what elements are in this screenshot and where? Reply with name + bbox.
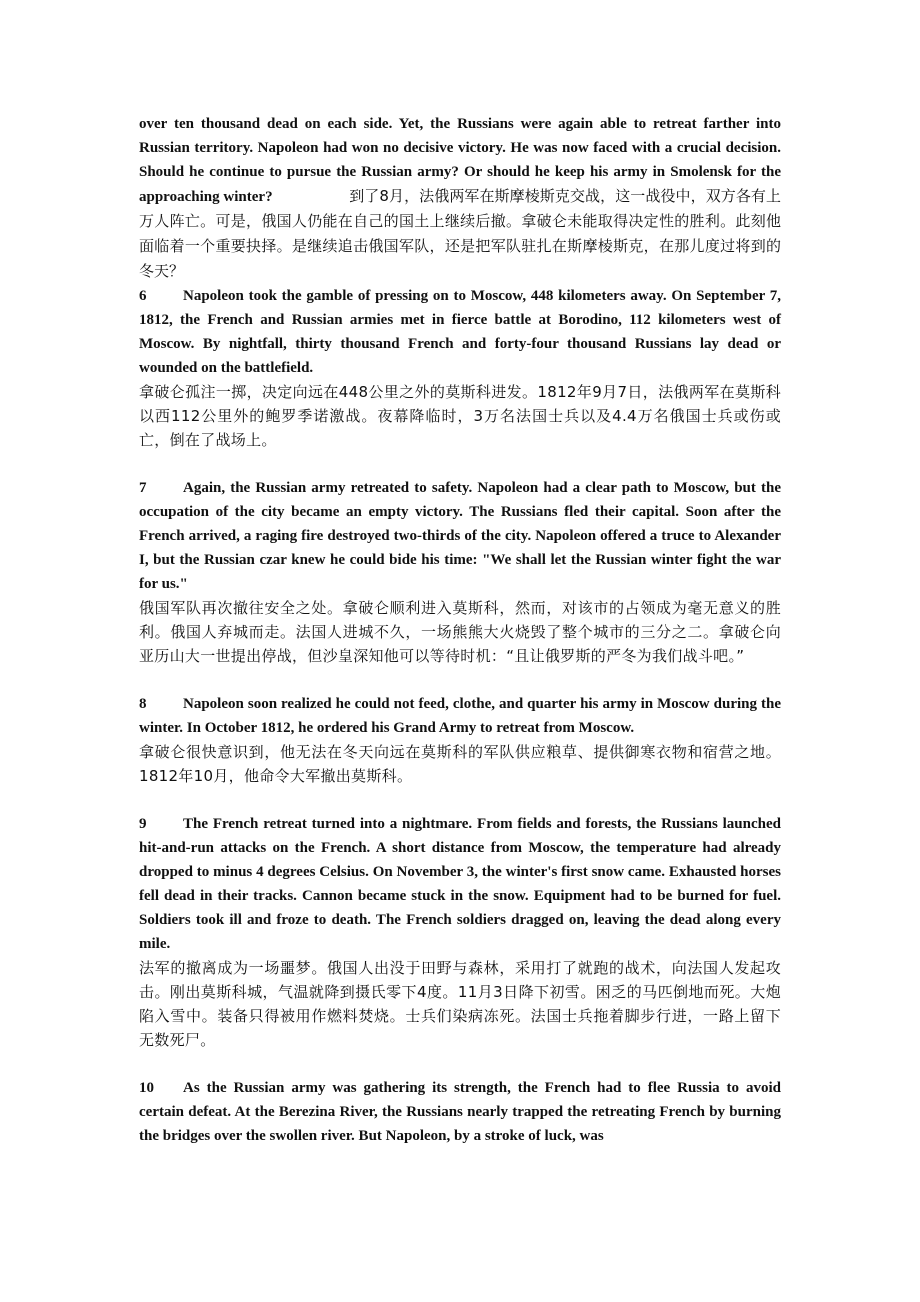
paragraph-number: 8 — [139, 696, 147, 712]
paragraph-text-en: As the Russian army was gathering its strength, the French had to flee Russia to avoid certain defeat. At the Berezina River, the Russians nearly trapped the retreating French by burning the bridges over the swollen river. But Napoleon, by a stroke of luck, was — [139, 1080, 781, 1144]
paragraph-number: 10 — [139, 1080, 154, 1096]
paragraph-gap — [139, 1052, 781, 1076]
paragraph-gap — [139, 788, 781, 812]
paragraph-text-zh: 拿破仑很快意识到，他无法在冬天向远在莫斯科的军队供应粮草、提供御寒衣物和宿营之地。1812年10月，他命令大军撤出莫斯科。 — [139, 743, 781, 785]
paragraph-8 — [139, 692, 781, 788]
document-body — [139, 112, 781, 1148]
paragraph-text-zh: 拿破仑孤注一掷，决定向远在448公里之外的莫斯科进发。1812年9月7日，法俄两军在莫斯科以西112公里外的鲍罗季诺激战。夜幕降临时，3万名法国士兵以及4.4万名俄国士兵或伤或亡，倒在了战场上。 — [139, 383, 781, 449]
paragraph-5 — [139, 112, 781, 284]
paragraph-text-en: Again, the Russian army retreated to safety. Napoleon had a clear path to Moscow, but the occupation of the city became an empty victory. The Russians fled their capital. Soon after the French arrived, a raging fire destroyed two-thirds of the city. Napoleon offered a truce to Alexander I, but the Russian czar knew he could bide his time: "We shall let the Russian winter fight the war for us." — [139, 480, 781, 592]
paragraph-gap — [139, 452, 781, 476]
paragraph-number: 6 — [139, 288, 147, 304]
paragraph-text-en: Napoleon soon realized he could not feed, clothe, and quarter his army in Moscow during the winter. In October 1812, he ordered his Grand Army to retreat from Moscow. — [139, 696, 781, 736]
paragraph-text-zh: 俄国军队再次撤往安全之处。拿破仑顺利进入莫斯科，然而，对该市的占领成为毫无意义的胜利。俄国人弃城而走。法国人进城不久，一场熊熊大火烧毁了整个城市的三分之二。拿破仑向亚历山大一世提出停战，但沙皇深知他可以等待时机：“且让俄罗斯的严冬为我们战斗吧。” — [139, 599, 781, 665]
paragraph-10 — [139, 1076, 781, 1148]
paragraph-text-zh: 法军的撤离成为一场噩梦。俄国人出没于田野与森林，采用打了就跑的战术，向法国人发起攻击。刚出莫斯科城，气温就降到摄氏零下4度。11月3日降下初雪。困乏的马匹倒地而死。大炮陷入雪中。装备只得被用作燃料焚烧。士兵们染病冻死。法国士兵拖着脚步行进，一路上留下无数死尸。 — [139, 959, 781, 1049]
paragraph-7 — [139, 476, 781, 668]
paragraph-text-en: over ten thousand dead on each side. Yet, the Russians were again able to retreat farther into Russian territory. Napoleon had won no decisive victory. He was now faced with a crucial decision. Should he continue to pursue the Russian army? Or should he keep his army in Smolensk for the approaching winter? — [139, 116, 781, 205]
paragraph-number: 7 — [139, 480, 147, 496]
paragraph-text-en: The French retreat turned into a nightmare. From fields and forests, the Russians launched hit-and-run attacks on the French. A short distance from Moscow, the temperature had already dropped to minus 4 degrees Celsius. On November 3, the winter's first snow came. Exhausted horses fell dead in their tracks. Cannon became stuck in the snow. Equipment had to be burned for fuel. Soldiers took ill and froze to death. The French soldiers dragged on, leaving the dead along every mile. — [139, 816, 781, 952]
paragraph-text-en: Napoleon took the gamble of pressing on to Moscow, 448 kilometers away. On September 7, 1812, the French and Russian armies met in fierce battle at Borodino, 112 kilometers west of Moscow. By nightfall, thirty thousand French and forty-four thousand Russians lay dead or wounded on the battlefield. — [139, 288, 781, 376]
paragraph-9 — [139, 812, 781, 1052]
paragraph-number: 9 — [139, 816, 147, 832]
paragraph-6 — [139, 284, 781, 452]
paragraph-gap — [139, 668, 781, 692]
paragraph-text-zh: 到了8月，法俄两军在斯摩棱斯克交战，这一战役中，双方各有上万人阵亡。可是，俄国人仍能在自己的国土上继续后撤。拿破仑未能取得决定性的胜利。此刻他面临着一个重要抉择。是继续追击俄国军队，还是把军队驻扎在斯摩棱斯克，在那儿度过将到的冬天？ — [139, 187, 782, 280]
